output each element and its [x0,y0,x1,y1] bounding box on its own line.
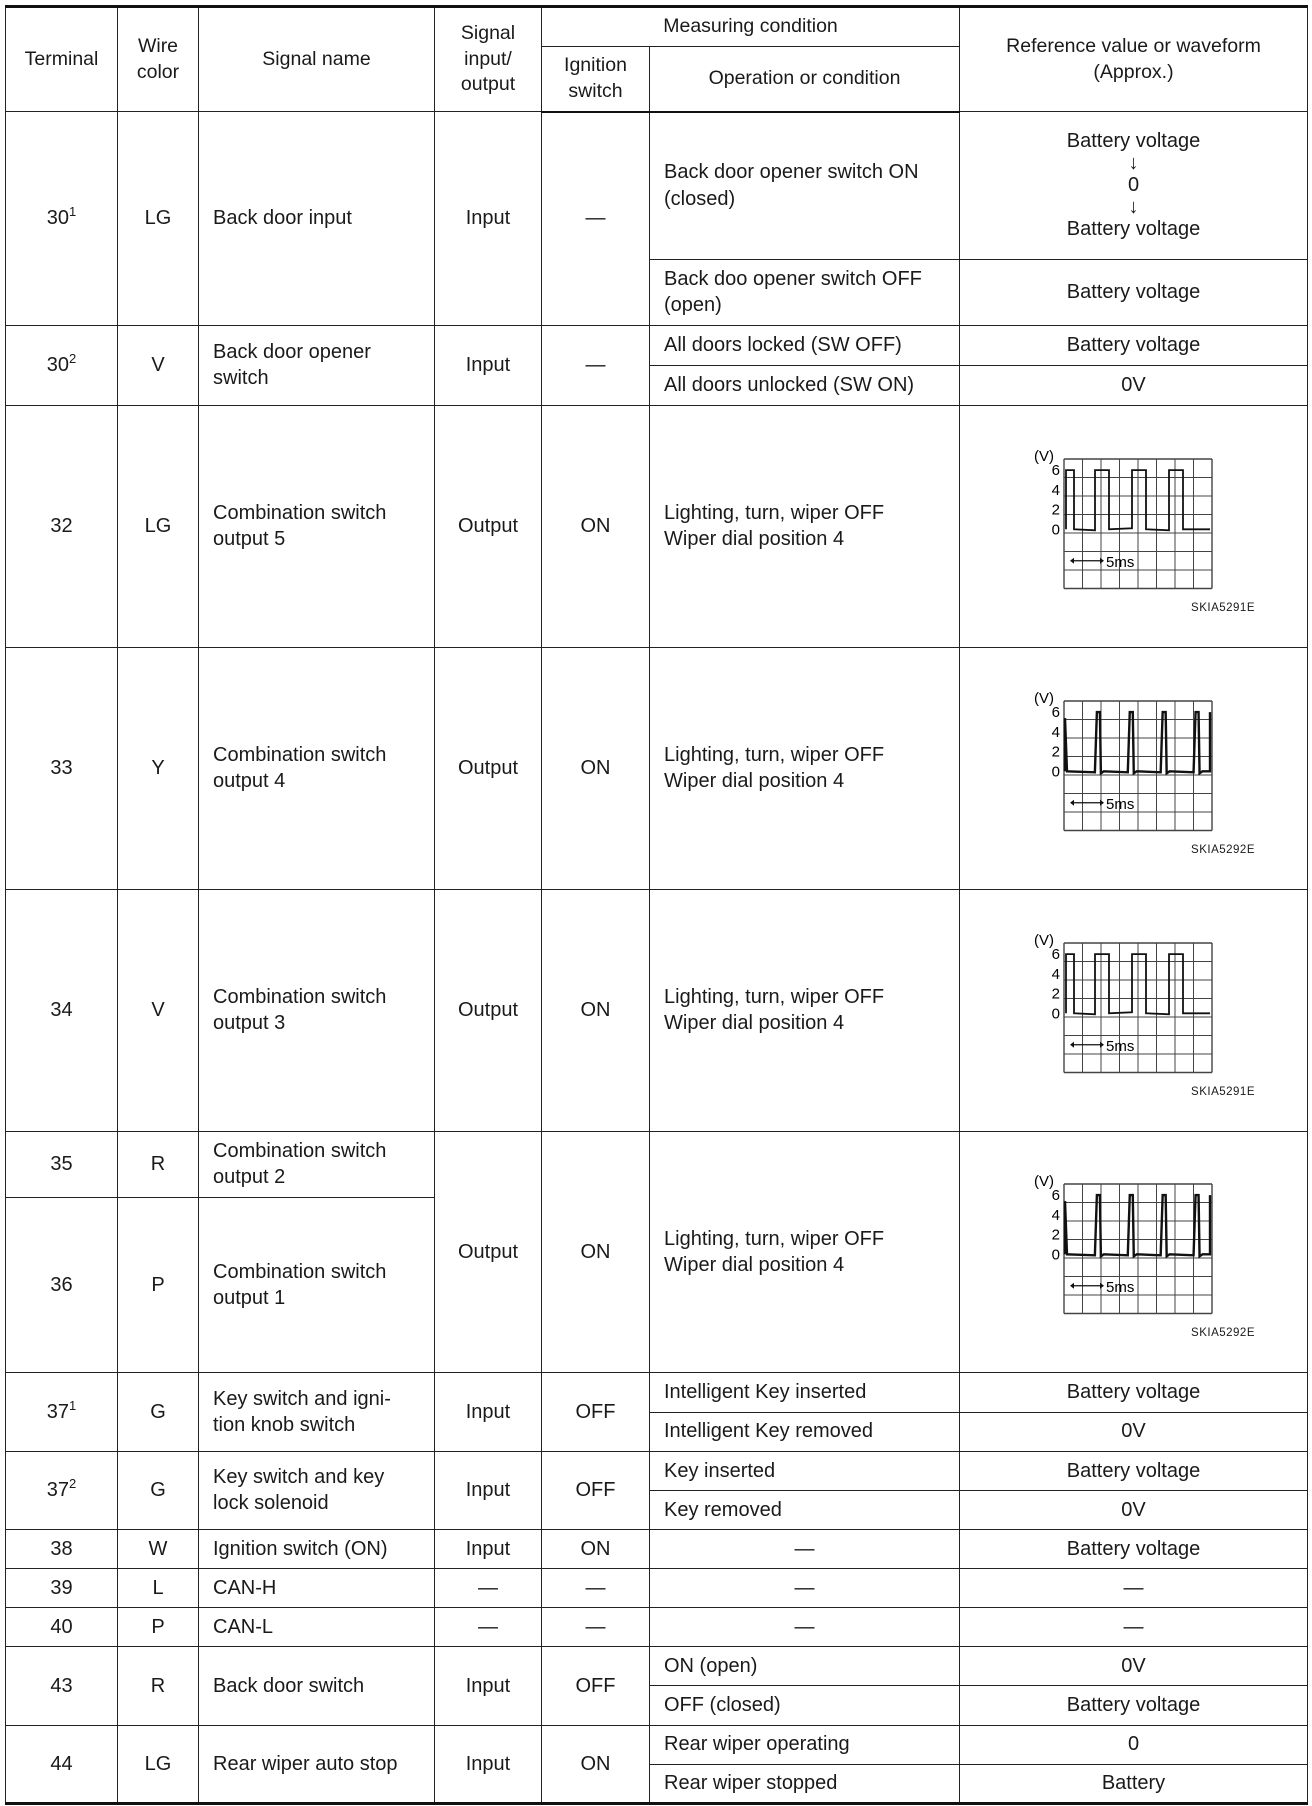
wire-color-cell: P [118,1608,199,1647]
y-tick-label: 0 [1051,1004,1060,1022]
terminal-cell: 33 [6,647,118,889]
ignition-cell: OFF [542,1451,650,1529]
condition-cell: Back doo opener switch OFF (open) [650,259,960,325]
condition-cell: — [650,1608,960,1647]
y-axis-unit-label: (V) [1033,447,1054,465]
y-tick-label: 6 [1051,461,1060,479]
reference-cell: Battery voltage [960,1529,1308,1568]
waveform-chart [1014,679,1254,839]
time-scale-label: 5ms [1105,553,1134,571]
signal-io-cell: Input [435,1647,542,1725]
reference-cell: Battery [960,1764,1308,1803]
signal-io-cell: Input [435,325,542,405]
waveform-chart [1014,921,1254,1081]
condition-cell: — [650,1569,960,1608]
terminal-cell: 43 [6,1647,118,1725]
signal-name-cell: Combination switch output 2 [199,1131,435,1197]
ignition-cell: — [542,1569,650,1608]
signal-io-cell: — [435,1608,542,1647]
ignition-cell: ON [542,647,650,889]
table-row [6,1608,1308,1647]
signal-io-cell: Output [435,1131,542,1373]
condition-cell: Intelligent Key removed [650,1412,960,1451]
y-tick-label: 4 [1051,481,1060,499]
reference-cell: 0 [960,1725,1308,1764]
wire-color-cell: LG [118,112,199,326]
signal-io-cell: Input [435,1373,542,1451]
wire-color-cell: V [118,325,199,405]
ignition-cell: OFF [542,1647,650,1725]
wire-color-cell: R [118,1131,199,1197]
terminal-cell: 36 [6,1197,118,1373]
terminal-cell: 38 [6,1529,118,1568]
reference-cell: Battery voltage [960,1686,1308,1725]
signal-name-cell: Rear wiper auto stop [199,1725,435,1803]
y-tick-label: 6 [1051,945,1060,963]
reference-cell: Battery voltage [960,1451,1308,1490]
condition-cell: All doors unlocked (SW ON) [650,365,960,405]
terminal-cell: 35 [6,1131,118,1197]
header-wire-color: Wire color [118,7,199,112]
signal-name-cell: Back door opener switch [199,325,435,405]
table-row [6,1725,1308,1764]
condition-cell: Back door opener switch ON (closed) [650,112,960,260]
y-axis-unit-label: (V) [1033,931,1054,949]
wire-color-cell: R [118,1647,199,1725]
y-tick-label: 4 [1051,1207,1060,1225]
reference-cell: Battery voltage [960,1373,1308,1412]
terminal-reference-table-page [5,5,1307,1805]
reference-cell: Battery voltage [960,259,1308,325]
ignition-cell: OFF [542,1373,650,1451]
terminal-cell: $30^2$ [6,325,118,405]
table-row [6,1451,1308,1490]
y-tick-label: 2 [1051,985,1060,1003]
condition-cell: Rear wiper operating [650,1725,960,1764]
terminal-cell: $37^2$ [6,1451,118,1529]
waveform-cell [960,1131,1308,1373]
y-tick-label: 0 [1051,763,1060,781]
y-tick-label: 6 [1051,703,1060,721]
terminal-cell: $37^1$ [6,1373,118,1451]
condition-cell: Intelligent Key inserted [650,1373,960,1412]
down-arrow-icon: ↓ [1128,152,1139,175]
y-tick-label: 4 [1051,965,1060,983]
y-tick-label: 2 [1051,743,1060,761]
figure-code: SKIA5292E [1191,843,1255,856]
table-row [6,1131,1308,1197]
ignition-cell: — [542,1608,650,1647]
waveform-chart [1014,437,1254,597]
condition-cell: Rear wiper stopped [650,1764,960,1803]
terminal-reference-table [5,5,1308,1805]
table-row [6,889,1308,1131]
ignition-cell: — [542,112,650,326]
wire-color-cell: V [118,889,199,1131]
wire-color-cell: LG [118,1725,199,1803]
time-scale-label: 5ms [1105,795,1134,813]
signal-io-cell: Input [435,1725,542,1803]
condition-cell: Key removed [650,1490,960,1529]
table-row [6,1529,1308,1568]
reference-cell: — [960,1569,1308,1608]
signal-io-cell: — [435,1569,542,1608]
ignition-cell: ON [542,1529,650,1568]
waveform-cell [960,406,1308,648]
figure-code: SKIA5292E [1191,1327,1255,1340]
condition-cell: Lighting, turn, wiper OFF Wiper dial position 4 [650,406,960,648]
reference-cell: Battery voltage ↓ 0 ↓ Battery voltage [960,112,1308,260]
header-signal-name: Signal name [199,7,435,112]
signal-name-cell: Key switch and igni- tion knob switch [199,1373,435,1451]
reference-cell: 0V [960,1647,1308,1686]
ignition-cell: ON [542,406,650,648]
condition-cell: ON (open) [650,1647,960,1686]
wire-color-cell: G [118,1451,199,1529]
down-arrow-icon: ↓ [1128,196,1139,219]
terminal-cell: 34 [6,889,118,1131]
table-row [6,1373,1308,1412]
signal-io-cell: Output [435,889,542,1131]
ignition-cell: ON [542,889,650,1131]
condition-cell: Lighting, turn, wiper OFF Wiper dial position 4 [650,889,960,1131]
signal-io-cell: Output [435,647,542,889]
condition-cell: — [650,1529,960,1568]
y-tick-label: 2 [1051,501,1060,519]
reference-cell: — [960,1608,1308,1647]
signal-name-cell: Ignition switch (ON) [199,1529,435,1568]
header-reference-value: Reference value or waveform (Approx.) [960,7,1308,112]
wire-color-cell: W [118,1529,199,1568]
condition-cell: OFF (closed) [650,1686,960,1725]
header-ignition-switch: Ignition switch [542,47,650,112]
signal-name-cell: Back door input [199,112,435,326]
table-row [6,325,1308,365]
terminal-cell: 32 [6,406,118,648]
reference-cell: Battery voltage [960,325,1308,365]
signal-io-cell: Input [435,1451,542,1529]
condition-cell: All doors locked (SW OFF) [650,325,960,365]
ignition-cell: ON [542,1131,650,1373]
header-operation-condition: Operation or condition [650,47,960,112]
waveform-cell [960,647,1308,889]
signal-name-cell: Combination switch output 3 [199,889,435,1131]
y-tick-label: 0 [1051,521,1060,539]
table-row [6,406,1308,648]
table-row [6,112,1308,260]
ignition-cell: — [542,325,650,405]
y-axis-unit-label: (V) [1033,1173,1054,1191]
table-row [6,1647,1308,1686]
header-measuring-condition: Measuring condition [542,7,960,47]
condition-cell: Lighting, turn, wiper OFF Wiper dial position 4 [650,1131,960,1373]
reference-cell: 0V [960,1490,1308,1529]
y-tick-label: 2 [1051,1226,1060,1244]
wire-color-cell: G [118,1373,199,1451]
signal-io-cell: Output [435,406,542,648]
y-axis-unit-label: (V) [1033,689,1054,707]
time-scale-label: 5ms [1105,1279,1134,1297]
signal-name-cell: Combination switch output 5 [199,406,435,648]
table-row [6,647,1308,889]
terminal-cell: $30^1$ [6,112,118,326]
header-signal-io: Signal input/ output [435,7,542,112]
signal-name-cell: CAN-H [199,1569,435,1608]
table-row [6,1569,1308,1608]
signal-name-cell: CAN-L [199,1608,435,1647]
signal-name-cell: Combination switch output 4 [199,647,435,889]
y-tick-label: 0 [1051,1246,1060,1264]
signal-io-cell: Input [435,1529,542,1568]
reference-cell: 0V [960,1412,1308,1451]
header-terminal: Terminal [6,7,118,112]
figure-code: SKIA5291E [1191,601,1255,614]
waveform-chart [1014,1162,1254,1322]
wire-color-cell: P [118,1197,199,1373]
condition-cell: Key inserted [650,1451,960,1490]
terminal-cell: 44 [6,1725,118,1803]
y-tick-label: 4 [1051,723,1060,741]
terminal-cell: 40 [6,1608,118,1647]
signal-name-cell: Key switch and key lock solenoid [199,1451,435,1529]
reference-cell: 0V [960,365,1308,405]
y-tick-label: 6 [1051,1187,1060,1205]
signal-io-cell: Input [435,112,542,326]
terminal-cell: 39 [6,1569,118,1608]
waveform-cell [960,889,1308,1131]
wire-color-cell: LG [118,406,199,648]
wire-color-cell: L [118,1569,199,1608]
wire-color-cell: Y [118,647,199,889]
figure-code: SKIA5291E [1191,1085,1255,1098]
condition-cell: Lighting, turn, wiper OFF Wiper dial position 4 [650,647,960,889]
signal-name-cell: Back door switch [199,1647,435,1725]
time-scale-label: 5ms [1105,1037,1134,1055]
ignition-cell: ON [542,1725,650,1803]
signal-name-cell: Combination switch output 1 [199,1197,435,1373]
